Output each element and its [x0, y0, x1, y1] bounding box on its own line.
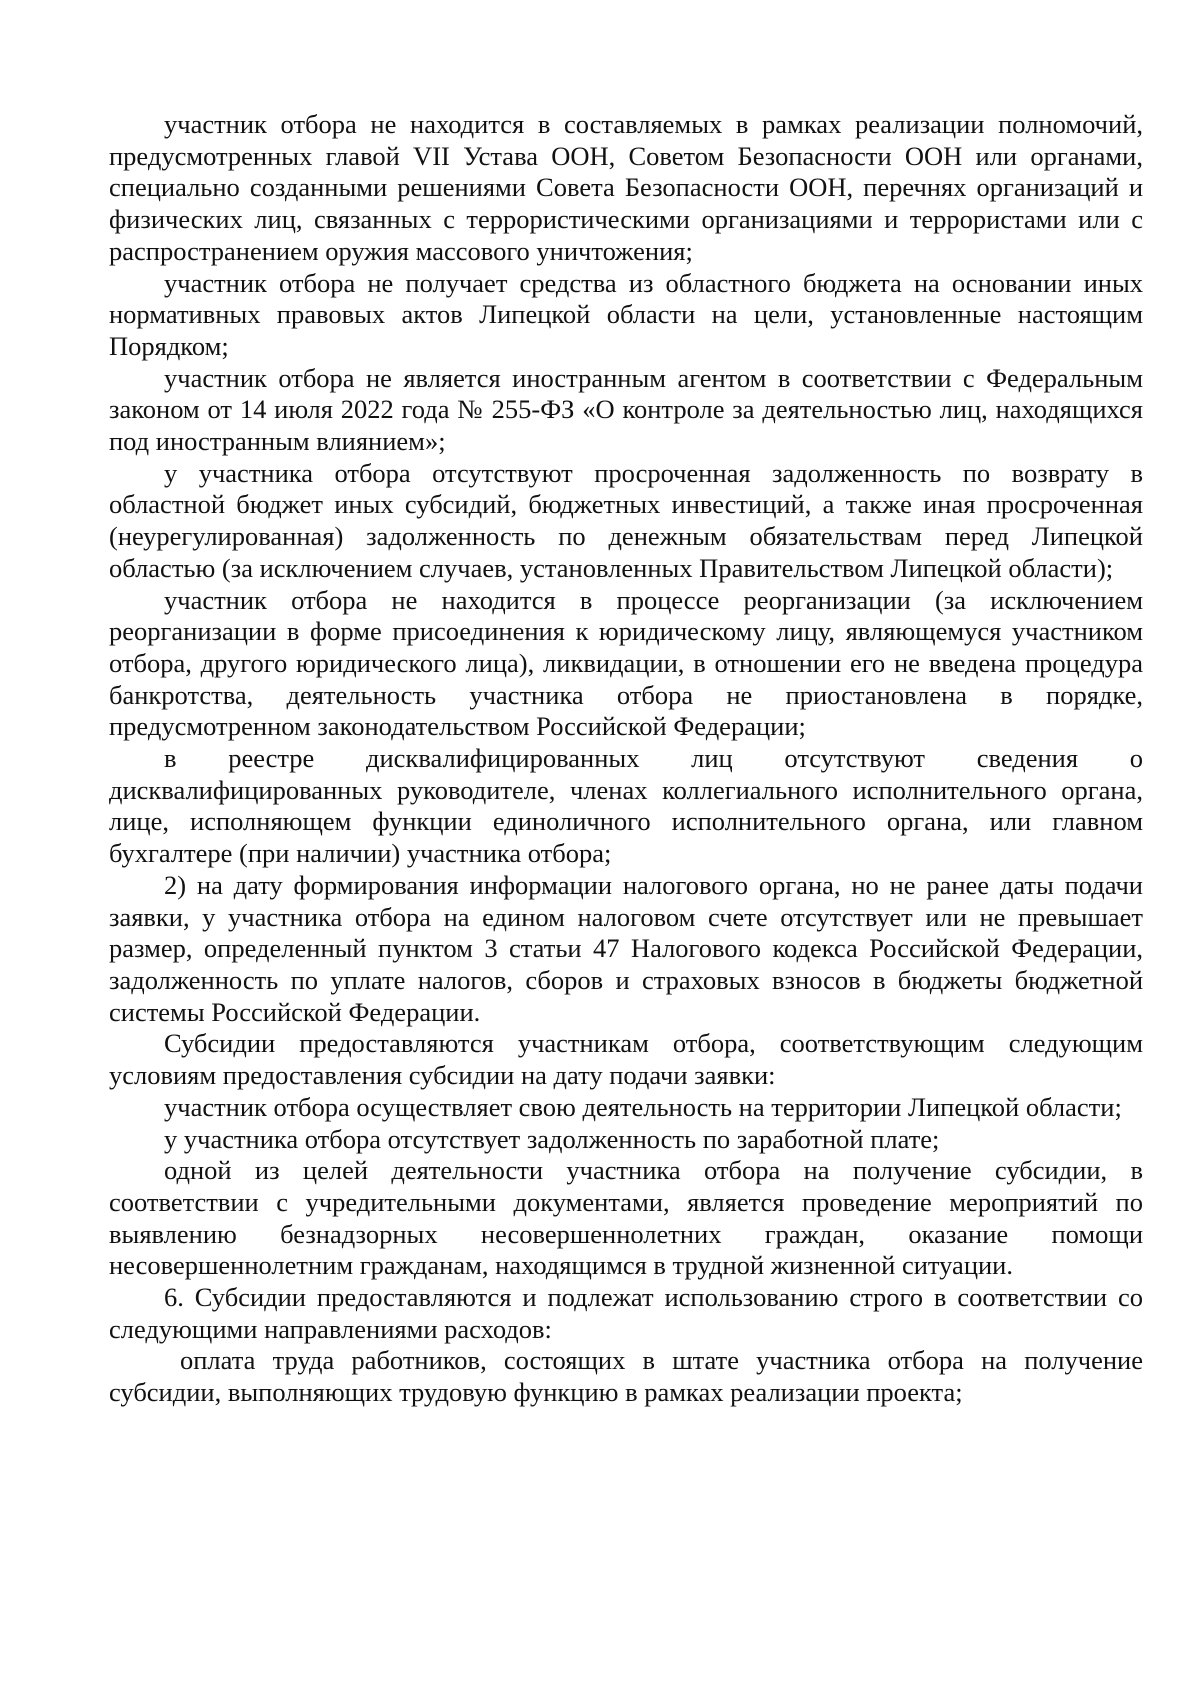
paragraph-section-6-expense-directions: 6. Субсидии предоставляются и подлежат использованию строго в соответствии со следующими направлениями расходов: [109, 1282, 1143, 1344]
paragraph-no-overdue-debt: у участника отбора отсутствуют просроченная задолженность по возврату в областной бюджет иных субсидий, бюджетных инвестиций, а также иная просроченная (неурегулированная) задолженность по денежным обязательствам перед Липецкой областью (за исключением случаев, установленных Правительством Липецкой области); [109, 457, 1143, 583]
paragraph-not-foreign-agent: участник отбора не является иностранным агентом в соответствии с Федеральным законом от 14 июля 2022 года № 255-ФЗ «О контроле за деятельностью лиц, находящихся под иностранным влиянием»; [109, 362, 1143, 457]
paragraph-tax-account-debt: 2) на дату формирования информации налогового органа, но не ранее даты подачи заявки, у участника отбора на едином налоговом счете отсутствует или не превышает размер, определенный пунктом 3 статьи 47 Налогового кодекса Российской Федерации, задолженность по уплате налогов, сборов и страховых взносов в бюджеты бюджетной системы Российской Федерации. [109, 869, 1143, 1027]
paragraph-disqualified-persons-registry: в реестре дисквалифицированных лиц отсутствуют сведения о дисквалифицированных руководителе, членах коллегиального исполнительного органа, лице, исполняющем функции единоличного исполнительного органа, или главном бухгалтере (при наличии) участника отбора; [109, 743, 1143, 869]
paragraph-un-sanctions-list: участник отбора не находится в составляемых в рамках реализации полномочий, предусмотренных главой VII Устава ООН, Советом Безопасности ООН или органами, специально созданными решениями Совета Безопасности ООН, перечнях организаций и физических лиц, связанных с террористическими организациями и террористами или с распространением оружия массового уничтожения; [109, 109, 1143, 266]
paragraph-no-regional-budget-funds: участник отбора не получает средства из областного бюджета на основании иных нормативных правовых актов Липецкой области на цели, установленные настоящим Порядком; [109, 267, 1143, 361]
paragraph-lipetsk-territory: участник отбора осуществляет свою деятельность на территории Липецкой области; [164, 1091, 1122, 1122]
paragraph-subsidy-conditions: Субсидии предоставляются участникам отбора, соответствующим следующим условиям предоставления субсидии на дату подачи заявки: [109, 1028, 1143, 1091]
paragraph-activity-goals: одной из целей деятельности участника отбора на получение субсидии, в соответствии с учредительными документами, является проведение мероприятий по выявлению безнадзорных несовершеннолетних граждан, оказание помощи несовершеннолетним гражданам, находящимся в трудной жизненной ситуации. [109, 1155, 1143, 1281]
paragraph-staff-remuneration: оплата труда работников, состоящих в штате участника отбора на получение субсидии, выполняющих трудовую функцию в рамках реализации проекта; [109, 1345, 1143, 1408]
paragraph-no-reorganization: участник отбора не находится в процессе реорганизации (за исключением реорганизации в форме присоединения к юридическому лицу, являющемуся участником отбора, другого юридического лица), ликвидации, в отношении его не введена процедура банкротства, деятельность участника отбора не приостановлена в порядке, предусмотренном законодательством Российской Федерации; [109, 584, 1143, 742]
document-page [109, 109, 1143, 1409]
paragraph-no-salary-debt: у участника отбора отсутствует задолженность по заработной плате; [164, 1123, 940, 1154]
